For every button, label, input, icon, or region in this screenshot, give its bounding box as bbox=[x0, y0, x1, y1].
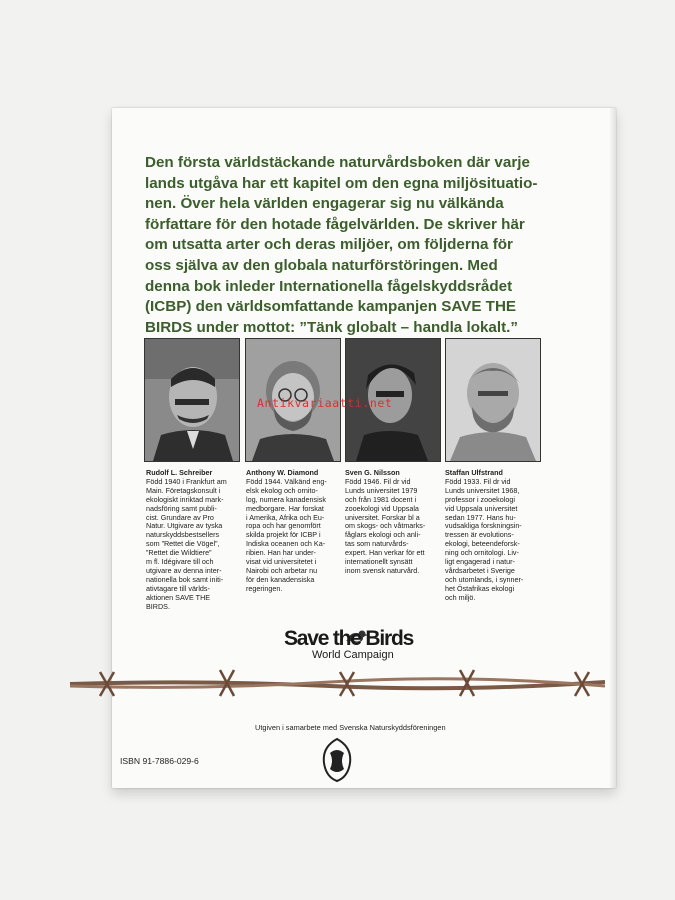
bio-line: elsk ekolog och ornito- bbox=[246, 485, 318, 495]
blurb-line: oss själva av den globala naturförstöringen. Med bbox=[145, 256, 498, 274]
bio-line: Född 1946. Fil dr vid bbox=[345, 476, 411, 486]
bio-line: internationellt synsätt bbox=[345, 557, 413, 567]
author-photo-ulfstrand bbox=[445, 338, 541, 462]
watermark-text: Antikvariaatti.net bbox=[257, 396, 393, 410]
bio-line: vårdsarbetet i Sverige bbox=[445, 565, 515, 575]
bio-line: log, numera kanadensisk bbox=[246, 494, 326, 504]
bio-line: för den kanadensiska bbox=[246, 574, 315, 584]
logo-subtitle: World Campaign bbox=[312, 649, 394, 661]
bio-line: ropa och har genomfört bbox=[246, 521, 321, 531]
bio-line: professor i zooekologi bbox=[445, 494, 515, 504]
blurb-line: om utsatta arter och deras miljöer, om följderna för bbox=[145, 236, 513, 254]
author-name: Rudolf L. Schreiber bbox=[146, 468, 213, 477]
bio-line: fåglars ekologi och anli- bbox=[345, 530, 421, 540]
bio-line: utgivare av denna inter- bbox=[146, 565, 222, 575]
blurb-line: denna bok inleder Internationella fågelskyddsrådet bbox=[145, 277, 513, 295]
bio-line: Född 1940 i Frankfurt am bbox=[146, 476, 227, 486]
bio-line: och från 1981 docent i bbox=[345, 494, 417, 504]
bio-line: ekologi, beteendeforsk- bbox=[445, 539, 520, 549]
bio-line: m fl. Idégivare till och bbox=[146, 557, 214, 567]
bio-line: ”Rettet die Wildtiere” bbox=[146, 548, 212, 558]
bio-line: tas som naturvårds- bbox=[345, 539, 409, 549]
bio-line: aktionen SAVE THE bbox=[146, 592, 211, 602]
blurb-line: lands utgåva har ett kapitel om den egna miljösituatio- bbox=[145, 174, 538, 192]
author-photo-schreiber bbox=[144, 338, 240, 462]
bio-line: ekologiskt inriktad mark- bbox=[146, 494, 224, 504]
author-name: Sven G. Nilsson bbox=[345, 468, 400, 477]
bio-line: om skogs- och våtmarks- bbox=[345, 521, 426, 531]
bio-line: Lunds universitet 1979 bbox=[345, 485, 418, 495]
author-bio-nilsson bbox=[345, 469, 441, 576]
bio-line: regeringen. bbox=[246, 583, 283, 593]
bio-line: nadsföring samt publi- bbox=[146, 503, 217, 513]
bio-line: skilda projekt för ICBP i bbox=[246, 530, 321, 540]
bio-line: universitet. Forskar bl a bbox=[345, 512, 420, 522]
author-name: Anthony W. Diamond bbox=[246, 468, 319, 477]
bio-line: vudsakliga forskningsin- bbox=[445, 521, 522, 531]
author-bio-ulfstrand bbox=[445, 469, 541, 603]
bio-line: och miljö. bbox=[445, 592, 476, 602]
bio-line: Main. Företagskonsult i bbox=[146, 485, 221, 495]
isbn-text: ISBN 91-7886-029-6 bbox=[120, 756, 199, 766]
blurb-line: nen. Över hela världen engagerar sig nu välkända bbox=[145, 195, 504, 213]
bio-line: naturskyddsbestsellers bbox=[146, 530, 220, 540]
bio-line: nationella bok samt initi- bbox=[146, 574, 224, 584]
bio-line: inom svensk naturvård. bbox=[345, 565, 420, 575]
bio-line: expert. Han verkar för ett bbox=[345, 548, 425, 558]
bio-line: zooekologi vid Uppsala bbox=[345, 503, 419, 513]
blurb-line: BIRDS under mottot: ”Tänk globalt – handla lokalt.” bbox=[145, 318, 518, 336]
save-the-birds-logo bbox=[284, 628, 414, 662]
bio-line: cist. Grundare av Pro bbox=[146, 512, 214, 522]
bio-line: Född 1944. Välkänd eng- bbox=[246, 476, 327, 486]
bio-line: het Östafrikas ekologi bbox=[445, 583, 515, 593]
bio-line: BIRDS. bbox=[146, 601, 170, 611]
bio-line: Nairobi och arbetar nu bbox=[246, 565, 318, 575]
blurb-line: (ICBP) den världsomfattande kampanjen SAVE THE bbox=[145, 298, 517, 316]
bio-line: Indiska oceanen och Ka- bbox=[246, 539, 326, 549]
blurb-line: Den första världstäckande naturvårdsboken där varje bbox=[145, 154, 530, 171]
bio-line: ligt engagerad i natur- bbox=[445, 557, 515, 567]
bio-line: i Amerika, Afrika och Eu- bbox=[246, 512, 325, 522]
author-bio-diamond bbox=[246, 469, 342, 594]
blurb-text bbox=[145, 153, 538, 338]
bio-line: Lunds universitet 1968, bbox=[445, 485, 520, 495]
logo-title: Save the Birds bbox=[284, 627, 414, 650]
bio-line: tressen är evolutions- bbox=[445, 530, 514, 540]
snf-emblem-icon bbox=[320, 737, 354, 788]
bio-line: ning och ornitologi. Liv- bbox=[445, 548, 519, 558]
blurb-line: författare för den hotade fågelvärlden. De skriver här bbox=[145, 215, 525, 233]
barbed-wire-icon bbox=[70, 662, 605, 707]
bio-line: sedan 1977. Hans hu- bbox=[445, 512, 516, 522]
author-bio-schreiber bbox=[146, 469, 242, 612]
bio-line: medborgare. Har forskat bbox=[246, 503, 324, 513]
bio-line: Natur. Utgivare av tyska bbox=[146, 521, 223, 531]
cooperation-note: Utgiven i samarbete med Svenska Naturskyddsföreningen bbox=[255, 723, 446, 732]
bio-line: ribien. Han har under- bbox=[246, 548, 316, 558]
author-name: Staffan Ulfstrand bbox=[445, 468, 503, 477]
bio-line: vid Uppsala universitet bbox=[445, 503, 518, 513]
bio-line: visat vid universitetet i bbox=[246, 557, 317, 567]
bio-line: och utomlands, i synner- bbox=[445, 574, 524, 584]
bio-line: som ”Rettet die Vögel”, bbox=[146, 539, 220, 549]
bio-line: ativtagare till världs- bbox=[146, 583, 210, 593]
bio-line: Född 1933. Fil dr vid bbox=[445, 476, 511, 486]
